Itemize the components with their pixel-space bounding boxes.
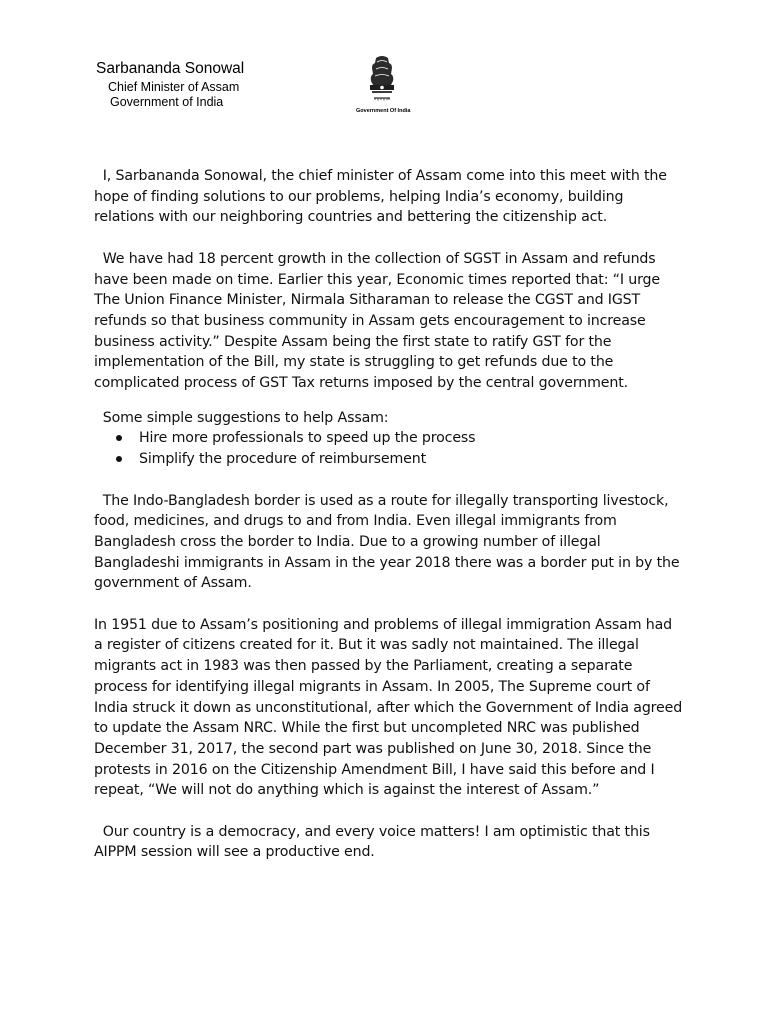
paragraph-nrc: In 1951 due to Assam’s positioning and problems of illegal immigration Assam had a register of citizens created for it. But it was sadly not maintained. The illegal migrants act in 1983 was then passed by the Parliament, creating a separate process for identifying illegal migrants in Assam. In 2005, The Supreme court of India struck it down as unconstitutional, after which the Government of India agreed to update the Assam NRC. While the first but uncompleted NRC was published December 31, 2017, the second part was published on June 30, 2018. Since the protests in 2016 on the Citizenship Amendment Bill, I have said this before and I repeat, “We will not do anything which is against the interest of Assam.” bbox=[94, 616, 683, 799]
list-item: Simplify the procedure of reimbursement bbox=[114, 449, 684, 470]
paragraph-gst: We have had 18 percent growth in the collection of SGST in Assam and refunds have been made on time. Earlier this year, Economic times reported that: “I urge The Union Finance Minister, Nirmala Sitharaman to release the CGST and IGST refunds so that business community in Assam gets encouragement to increase business activity.” Despite Assam being the first state to ratify GST for the implementation of the Bill, my state is struggling to get refunds due to the complicated process of GST Tax returns imposed by the central government. bbox=[94, 250, 660, 392]
emblem bbox=[356, 54, 411, 118]
suggestions-intro: Some simple suggestions to help Assam: bbox=[94, 409, 389, 426]
author-name: Sarbananda Sonowal bbox=[96, 60, 245, 77]
national-emblem-icon bbox=[365, 54, 399, 104]
paragraph-border: The Indo-Bangladesh border is used as a route for illegally transporting livestock, food, medicines, and drugs to and from India. Even illegal immigrants from Bangladesh cross the border to India. Due to a growing number of illegal Bangladeshi immigrants in Assam in the year 2018 there was a border put in by the government of Assam. bbox=[94, 492, 680, 592]
emblem-caption: Government Of India bbox=[356, 108, 411, 114]
letter-body bbox=[94, 166, 684, 863]
paragraph-closing: Our country is a democracy, and every voice matters! I am optimistic that this AIPPM session will see a productive end. bbox=[94, 823, 650, 861]
author-title: Chief Minister of Assam bbox=[108, 80, 240, 94]
suggestions-list bbox=[94, 428, 684, 469]
author-government: Government of India bbox=[110, 95, 224, 109]
paragraph-introduction: I, Sarbananda Sonowal, the chief minister of Assam come into this meet with the hope of finding solutions to our problems, helping India’s economy, building relations with our neighboring countries and bettering the citizenship act. bbox=[94, 168, 667, 226]
list-item: Hire more professionals to speed up the process bbox=[114, 428, 684, 449]
